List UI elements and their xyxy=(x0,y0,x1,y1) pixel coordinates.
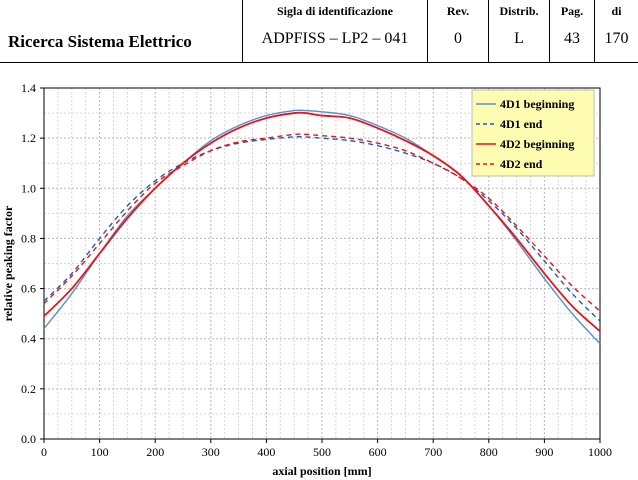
x-tick-label: 700 xyxy=(424,445,443,459)
legend-entry: 4D2 end xyxy=(500,157,543,171)
of-value: 170 xyxy=(604,30,629,47)
y-tick-label: 0.0 xyxy=(21,432,36,446)
x-tick-label: 200 xyxy=(146,445,165,459)
distrib-label: Distrib. xyxy=(499,4,539,18)
rev-label: Rev. xyxy=(446,4,470,18)
x-tick-label: 300 xyxy=(201,445,220,459)
x-tick-label: 1000 xyxy=(588,445,612,459)
y-tick-label: 0.8 xyxy=(21,231,36,246)
distrib-value: L xyxy=(514,30,524,47)
rev-cell xyxy=(427,0,488,62)
id-label: Sigla di identificazione xyxy=(276,4,393,18)
x-tick-label: 800 xyxy=(479,445,498,459)
document-header xyxy=(0,0,638,63)
legend-entry: 4D1 end xyxy=(500,117,543,131)
y-tick-label: 0.6 xyxy=(21,281,36,296)
page-value: 43 xyxy=(564,30,580,47)
y-axis-label: relative peaking factor xyxy=(1,205,15,322)
x-tick-label: 100 xyxy=(90,445,109,459)
page-label: Pag. xyxy=(560,4,584,18)
peaking-factor-chart xyxy=(0,70,638,480)
y-tick-label: 1.2 xyxy=(21,131,36,146)
distrib-cell xyxy=(488,0,549,62)
id-value: ADPFISS – LP2 – 041 xyxy=(261,30,409,47)
x-tick-label: 500 xyxy=(313,445,331,459)
y-tick-labels xyxy=(21,81,36,446)
organization-name: Ricerca Sistema Elettrico xyxy=(8,32,192,51)
legend-entry: 4D1 beginning xyxy=(500,97,575,111)
y-tick-label: 1.0 xyxy=(21,181,36,196)
id-cell xyxy=(242,0,427,62)
of-label: di xyxy=(611,4,622,18)
y-tick-label: 1.4 xyxy=(21,81,36,95)
y-tick-label: 0.2 xyxy=(21,381,36,396)
x-tick-label: 0 xyxy=(41,445,47,459)
x-tick-label: 600 xyxy=(368,445,387,459)
x-tick-label: 900 xyxy=(535,445,554,459)
legend-entry: 4D2 beginning xyxy=(500,137,575,151)
y-tick-label: 0.4 xyxy=(21,331,36,346)
chart-legend xyxy=(472,90,594,176)
x-tick-label: 400 xyxy=(257,445,276,459)
x-tick-labels xyxy=(41,445,612,459)
rev-value: 0 xyxy=(454,30,462,47)
organization-cell xyxy=(0,0,242,62)
page-cell xyxy=(549,0,594,62)
x-axis-label: axial position [mm] xyxy=(272,464,372,478)
of-cell xyxy=(594,0,638,62)
